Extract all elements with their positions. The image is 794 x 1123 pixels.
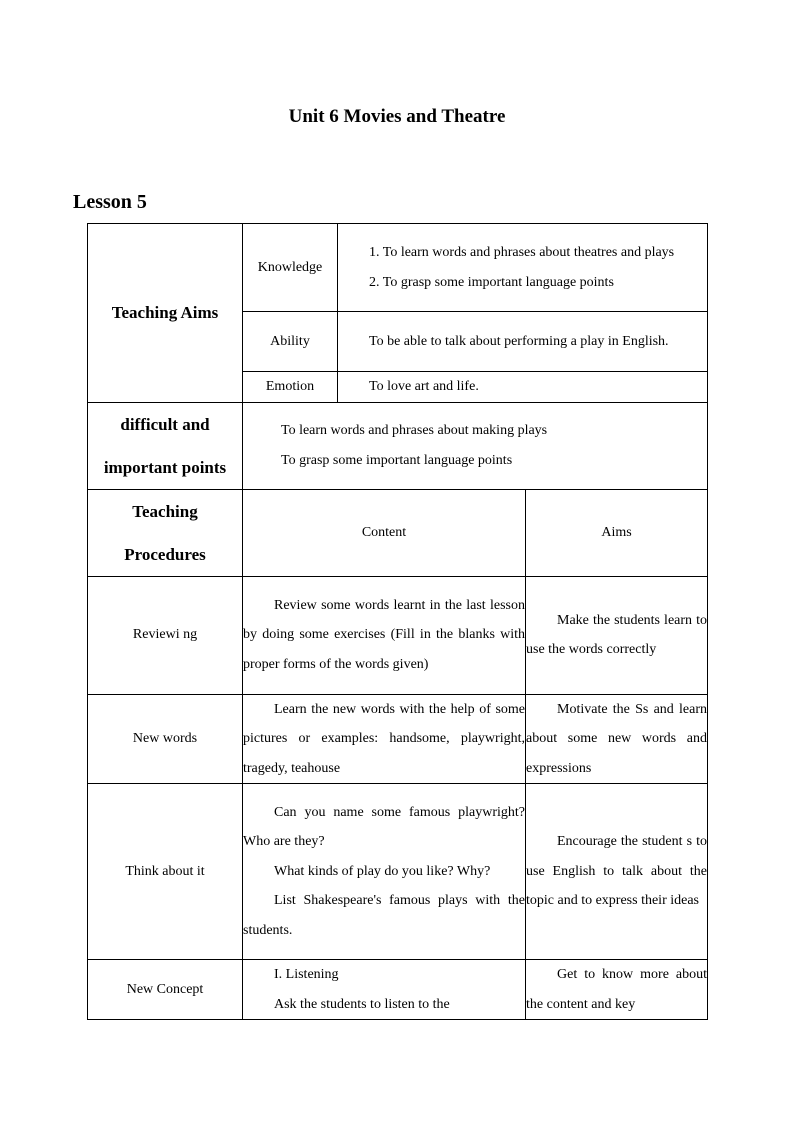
points-content — [243, 402, 708, 489]
procedures-header-line: Procedures — [124, 544, 206, 564]
procedure-content-line: Learn the new words with the help of some pictures or examples: handsome, playwright, tragedy, teahouse — [243, 701, 525, 776]
knowledge-row — [88, 224, 708, 312]
points-line: To learn words and phrases about making plays — [281, 423, 548, 438]
procedure-aim — [526, 960, 708, 1020]
lesson-plan-table — [87, 223, 708, 1020]
procedure-aim: Motivate the Ss and learn about some new words and expressions — [526, 694, 708, 784]
knowledge-content — [338, 224, 708, 312]
points-line: To grasp some important language points — [281, 452, 513, 468]
content-column-header: Content — [243, 489, 526, 576]
lesson-heading: Lesson 5 — [73, 191, 147, 213]
procedure-content-line: What kinds of play do you like? Why? — [274, 863, 491, 879]
knowledge-item: 2. To grasp some important language points — [369, 274, 614, 290]
document-title: Unit 6 Movies and Theatre — [288, 106, 506, 127]
points-header-line: important points — [103, 457, 227, 477]
emotion-label: Emotion — [243, 372, 338, 403]
procedure-content-line: Can you name some famous playwright? Who are they? — [243, 804, 525, 850]
aims-column-header: Aims — [526, 489, 708, 576]
procedures-header-row — [88, 489, 708, 576]
procedure-aim: Make the students learn to use the words correctly — [526, 576, 708, 694]
procedure-aim-text: Get to know more about the content and key — [526, 967, 707, 1012]
procedure-row — [88, 694, 708, 784]
procedure-content — [243, 694, 526, 784]
procedure-row — [88, 576, 708, 694]
ability-label: Ability — [243, 312, 338, 372]
points-header-line: difficult and — [120, 414, 210, 434]
points-row — [88, 402, 708, 489]
procedure-content-line: Ask the students to listen to the — [274, 996, 450, 1012]
procedure-content-line: I. Listening — [274, 967, 339, 982]
procedure-step: New words — [88, 694, 243, 784]
knowledge-item: 1. To learn words and phrases about theatres and plays — [369, 245, 675, 260]
procedure-row — [88, 784, 708, 960]
procedure-aim: Encourage the student s to use English to talk about the topic and to express their ideas — [526, 784, 708, 960]
emotion-content: To love art and life. — [338, 372, 708, 403]
procedure-step: Reviewi ng — [88, 576, 243, 694]
procedure-row — [88, 960, 708, 1020]
knowledge-label: Knowledge — [243, 224, 338, 312]
procedures-header-line: Teaching — [132, 501, 198, 521]
procedure-content-line: List Shakespeare's famous plays with the students. — [243, 893, 525, 938]
procedures-header — [88, 489, 243, 576]
procedure-content — [243, 576, 526, 694]
procedure-content — [243, 784, 526, 960]
ability-content: To be able to talk about performing a play in English. — [338, 312, 708, 372]
procedure-content-line: Review some words learnt in the last lesson by doing some exercises (Fill in the blanks with proper forms of the words given) — [243, 597, 525, 672]
procedure-content — [243, 960, 526, 1020]
procedure-step: New Concept — [88, 960, 243, 1020]
points-header — [88, 402, 243, 489]
procedure-step: Think about it — [88, 784, 243, 960]
teaching-aims-header: Teaching Aims — [88, 224, 243, 403]
